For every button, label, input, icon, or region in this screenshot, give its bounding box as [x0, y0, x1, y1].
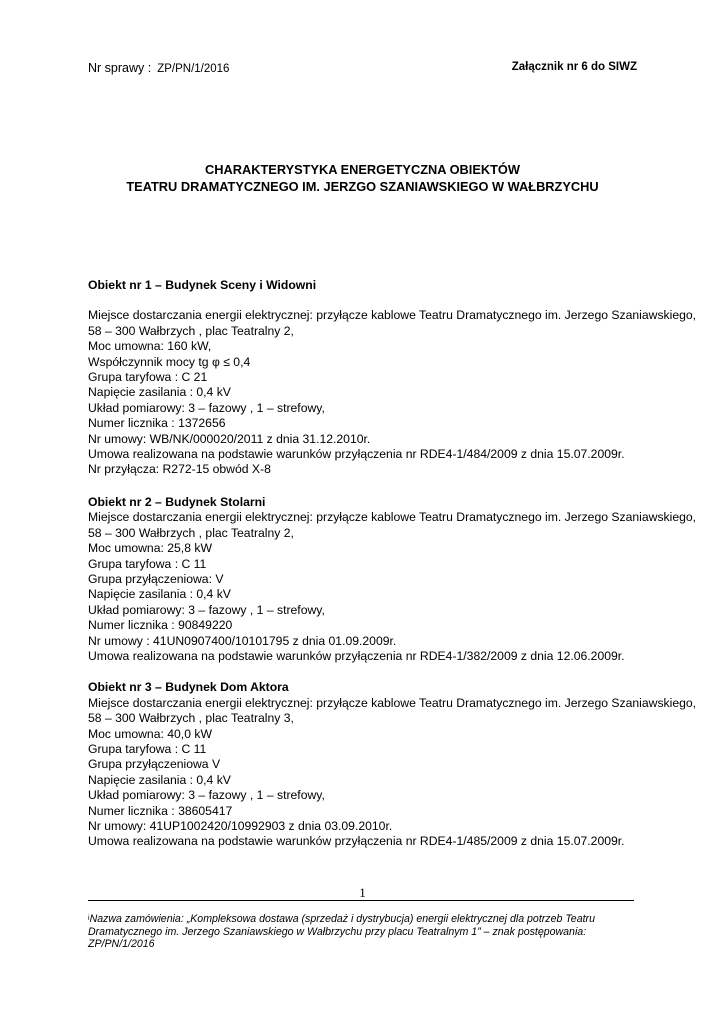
object-heading: Obiekt nr 2 – Budynek Stolarni	[88, 494, 266, 509]
footnote	[88, 913, 628, 951]
document-body	[88, 278, 697, 850]
object-line: Grupa taryfowa : C 11	[88, 741, 207, 756]
object-line: Układ pomiarowy: 3 – fazowy , 1 – strefowy,	[88, 788, 325, 803]
title-line-2: TEATRU DRAMATYCZNEGO IM. JERZGO SZANIAWSKIEGO W WAŁBRZYCHU	[126, 179, 599, 194]
object-line: Współczynnik mocy tg φ ≤ 0,4	[88, 354, 251, 369]
object-line: Nr umowy: 41UP1002420/10992903 z dnia 03.09.2010r.	[88, 819, 393, 833]
object-line: Napięcie zasilania : 0,4 kV	[88, 772, 231, 787]
document-title	[88, 161, 637, 195]
object-line: Nr umowy: WB/NK/000020/2011 z dnia 31.12.2010r.	[88, 431, 371, 446]
object-line: Napięcie zasilania : 0,4 kV	[88, 385, 231, 400]
object-line: Grupa taryfowa : C 21	[88, 370, 208, 385]
object-line: Miejsce dostarczania energii elektrycznej: przyłącze kablowe Teatru Dramatycznego im. Jerzego Szaniawskiego,	[88, 510, 697, 525]
attachment-label: Załącznik nr 6 do SIWZ	[511, 61, 637, 73]
object-line: Moc umowna: 160 kW,	[88, 339, 212, 354]
object-line: Numer licznika : 38605417	[88, 803, 233, 818]
footnote-marker: i	[88, 915, 90, 922]
object-heading: Obiekt nr 1 – Budynek Sceny i Widowni	[88, 278, 317, 292]
footnote-divider	[88, 900, 634, 901]
footnote-text: Nazwa zamówienia: „Kompleksowa dostawa (sprzedaż i dystrybucja) energii elektrycznej dla potrzeb Teatru Dramatycznego im. Jerzego Szaniawskiego w Wałbrzychu przy placu Teatralnym 1” – znak postępowania: ZP/PN/1/2016	[88, 913, 595, 951]
object-line: Umowa realizowana na podstawie warunków przyłączenia nr RDE4-1/484/2009 z dnia 15.07.2009r.	[88, 447, 625, 462]
object-line: Napięcie zasilania : 0,4 kV	[88, 587, 231, 602]
object-section-3	[88, 680, 697, 849]
object-line: 58 – 300 Wałbrzych , plac Teatralny 2,	[88, 323, 294, 338]
object-line: Umowa realizowana na podstawie warunków przyłączenia nr RDE4-1/485/2009 z dnia 15.07.2009r.	[88, 834, 625, 849]
object-line: Numer licznika : 90849220	[88, 618, 233, 633]
case-number: ZP/PN/1/2016	[157, 63, 230, 75]
case-reference	[88, 61, 229, 75]
object-line: Miejsce dostarczania energii elektrycznej: przyłącze kablowe Teatru Dramatycznego im. Jerzego Szaniawskiego,	[88, 308, 697, 323]
object-section-2	[88, 494, 697, 664]
object-line: 58 – 300 Wałbrzych , plac Teatralny 3,	[88, 711, 294, 726]
page-number: 1	[359, 885, 366, 900]
object-line: Grupa przyłączeniowa V	[88, 757, 221, 772]
case-label: Nr sprawy :	[88, 61, 152, 75]
object-line: 58 – 300 Wałbrzych , plac Teatralny 2,	[88, 525, 294, 540]
page-header	[88, 61, 637, 79]
object-line: Moc umowna: 40,0 kW	[88, 726, 212, 741]
object-line: Układ pomiarowy: 3 – fazowy , 1 – strefowy,	[88, 400, 325, 415]
object-line: Moc umowna: 25,8 kW	[88, 541, 212, 556]
object-line: Grupa przyłączeniowa: V	[88, 571, 224, 586]
object-section-1	[88, 278, 697, 478]
object-line: Grupa taryfowa : C 11	[88, 556, 207, 571]
title-line-1: CHARAKTERYSTYKA ENERGETYCZNA OBIEKTÓW	[205, 162, 520, 177]
object-line: Miejsce dostarczania energii elektrycznej: przyłącze kablowe Teatru Dramatycznego im. Jerzego Szaniawskiego,	[88, 695, 697, 710]
object-line: Nr przyłącza: R272-15 obwód X-8	[88, 462, 271, 477]
object-line: Numer licznika : 1372656	[88, 416, 226, 431]
object-line: Układ pomiarowy: 3 – fazowy , 1 – strefowy,	[88, 602, 325, 617]
object-line: Nr umowy : 41UN0907400/10101795 z dnia 01.09.2009r.	[88, 633, 397, 648]
object-line: Umowa realizowana na podstawie warunków przyłączenia nr RDE4-1/382/2009 z dnia 12.06.2009r.	[88, 648, 625, 663]
object-heading: Obiekt nr 3 – Budynek Dom Aktora	[88, 680, 289, 695]
